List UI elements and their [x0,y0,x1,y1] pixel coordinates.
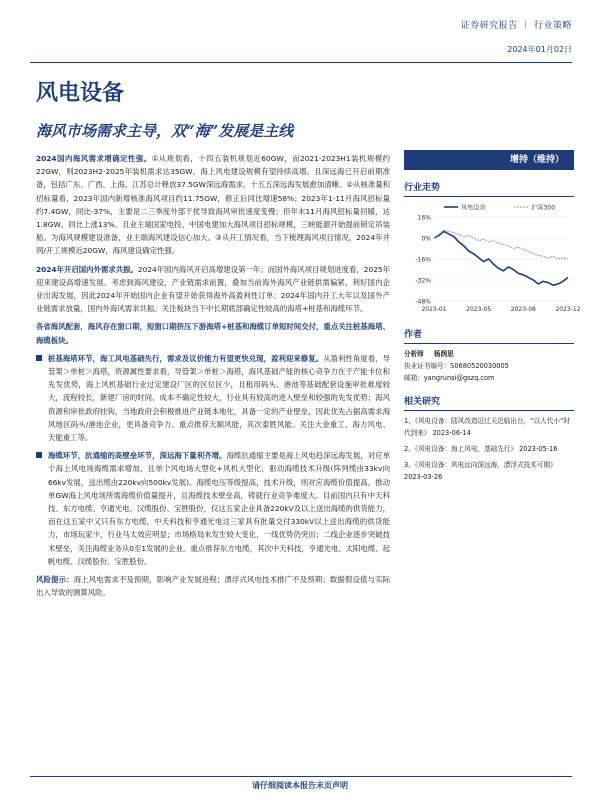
paragraph-3-heading: 各省海风配套，海风存在窗口期，短窗口期挤压下游海塔+桩基和海缆订单短时间交付，重点关注桩基海塔、海缆板块。 [36,322,390,345]
related-item[interactable]: 1、《风电设备：陆风改造迈过关近临出台，“以大代小”时代到来》 2023-06-14 [404,417,570,437]
paragraph-1 [36,152,390,258]
paragraph-2 [36,263,390,316]
footer-divider [30,776,572,777]
license-number: 执业证书编号：S0680520030005 [404,362,509,370]
chart-x-tick-label: 2023-08 [510,306,536,313]
trend-heading: 行业走势 [404,178,574,197]
author-heading: 作者 [404,325,574,344]
header-divider [30,62,572,63]
chart-x-tick-label: 2023-01 [421,306,447,313]
chart-x-tick-label: 2023-05 [466,306,492,313]
report-date: 2024年01月02日 [507,45,572,54]
chart-series-line [434,231,568,285]
paragraph-1-heading: 2024国内海风需求增确定性强。 [36,154,152,163]
risk-heading: 风险提示： [36,575,74,585]
risk-warning [36,573,390,599]
bullet-cable-heading: 海缆环节，抗通缩的高壁垒环节，深远海下量利齐增。 [48,451,227,461]
bullet-foundation [36,352,390,444]
analyst-label: 分析师 [404,350,424,358]
chart-y-tick-label: 16% [417,214,431,222]
sidebar [404,150,581,483]
analyst-email[interactable]: 邮箱：yangrunsi@gszq.com [404,374,495,382]
report-subtitle: 海风市场需求主导，双“海”发展是主线 [36,122,294,140]
bullet-foundation-heading: 桩基海塔环节，海工风电基础先行，需求及议价能力有望更快兑现，盈利迎来修复。 [48,353,324,363]
paragraph-1-text: ①从规划看，十四五装机规划近60GW，而2021-2023H1装机规模约22GW，则2023H2-2025年装机需求达35GW。海上风电建设规模有望持续高增。且深远海已开启前期准备，包括广东、广西、上海、江苏总计释放37.5GW深远海需求。十五五深远海发展愈加清晰。②从核准量和招标量看，2023年国内新增核准海风项目约11.75GW，修正后同比增速58%；2023年1-11月海风招标量约7.4GW，同比-37%，主要是二三季度外部干扰导致海风审批速度变慢；但年末11月海风招标量回暖，达1.8GW，同比上涨13%。且业主端国家电投、中国电建加大海风项目招标规模，三峡能源开始提前锁定吊装船。为海风规模建设准备，业主端海风建设信心加大。③从开工情况看，当下梳理海风项目情况，2024年并网/开工规模近20GW，海风建设确定性强。 [36,154,390,256]
chart-y-tick-label: -32% [415,277,431,285]
report-title: 风电设备 [36,80,125,106]
analyst-name: 杨润思 [433,350,454,358]
chart-y-tick-label: -48% [415,298,431,306]
analyst-line [404,348,574,360]
paragraph-2-text: 2024年国内海风开启高增建设第一年；而国外海风项目规划进度看，2025年迎来建设高增速发展。考虑到海风建设，产业链需求前置，叠加当前海外海风产业链供需偏紧，利好国内企业出海发展，因此2024年开始国内企业有望开始获得海外高盈利性订单；2024年国内开工大年以及国外产业链需求放量，国内外海风需求共振。关注板块当下中长期底部确定性较高的海塔+桩基和海缆环节。 [36,264,390,314]
chart-legend-label: 沪深300 [531,204,556,212]
paragraph-2-heading: 2024年开启国内外需求共振。 [36,264,138,274]
risk-text: 海上风电需求不及预期，影响产业发展进程；漂浮式风电技术推广不及预期；数据假设值与实际出入导致的测算风险。 [36,575,390,598]
bullet-cable-text: 海缆抗通缩主要是海上风电趋深远海发展，对应单个海上风电场海缆需求增加，且单个风电场大型化+风机大型化，驱动海缆技术升级(阵列缆由33kv向66kv发展，送出缆由220kv向500kv发展)。海缆电压等级提高，技术升级，则对应海缆价值提高，推动单GW海上风电场所需海缆价值量提升，且海缆技术壁垒高，铸就行业竞争难度大。目前国内只有中天科技、东方电缆、亨通光电、汉缆股份、宝胜股份，仅这五家企业具备220kV及以上送出海缆的供货能力，而在这五家中又只有东方电缆，中天科技和亨通光电这三家具有批量交付330kV以上送出海缆的供货能力，市场玩家少，行业马太效应明显；市场格局未发生较大变化，一线优势仍突出；二线企业逐步突破技术壁垒，关注海缆业务从0至1发展的企业。重点推荐东方电缆，其次中天科技，亨通光电、太阳电缆、起帆电缆、汉缆股份、宝胜股份。 [48,451,390,566]
chart-legend-label: 风电设备 [461,204,486,212]
bullet-foundation-text: 从盈利性角度看，导管架＞单桩＞海塔，资源属性要求看，导管架＞单桩＞海塔，海风基础产能的核心竞争力在于产能卡位和先发优势，海上风机基础行业过定建设厂区的区位区少，且租用码头、港池等基础配套设施审批难度较大，流程较长，新建厂房的时间、成本不确定性较大，行业具有较高的进入壁垒和较强的先发优势；海风资源和审批政府挂钩，当地政府会积极推进产业链本地化，具备一定的产业壁垒，因此优先占据高需求海风地区码头/港池企业，更具备竞争力。重点推荐天顺风能，其次泰胜风能。关注大金重工、海力风电、天能重工等。 [48,353,390,443]
trend-chart [404,201,581,317]
bullet-cable [36,449,390,568]
main-body [36,152,390,605]
related-heading: 相关研究 [404,392,574,411]
chart-series-line [434,230,568,259]
rating-badge: 增持（维持） [404,150,574,170]
chart-x-tick-label: 2023-12 [555,306,581,313]
chart-y-tick-label: -16% [415,256,431,264]
report-category: 证券研究报告 ｜ 行业策略 [460,21,572,31]
footer-disclaimer: 请仔细阅读本报告末页声明 [252,781,348,790]
paragraph-3 [36,320,390,346]
related-item[interactable]: 3、《风电设备：风电远向深远海，漂浮式技术可期》2023-03-26 [404,461,557,481]
bullet-square-icon [36,452,42,458]
chart-y-tick-label: 0% [421,235,431,243]
bullet-square-icon [36,355,42,361]
related-item[interactable]: 2、《风电设备：海上风电，基础先行》 2023-05-16 [404,445,558,453]
